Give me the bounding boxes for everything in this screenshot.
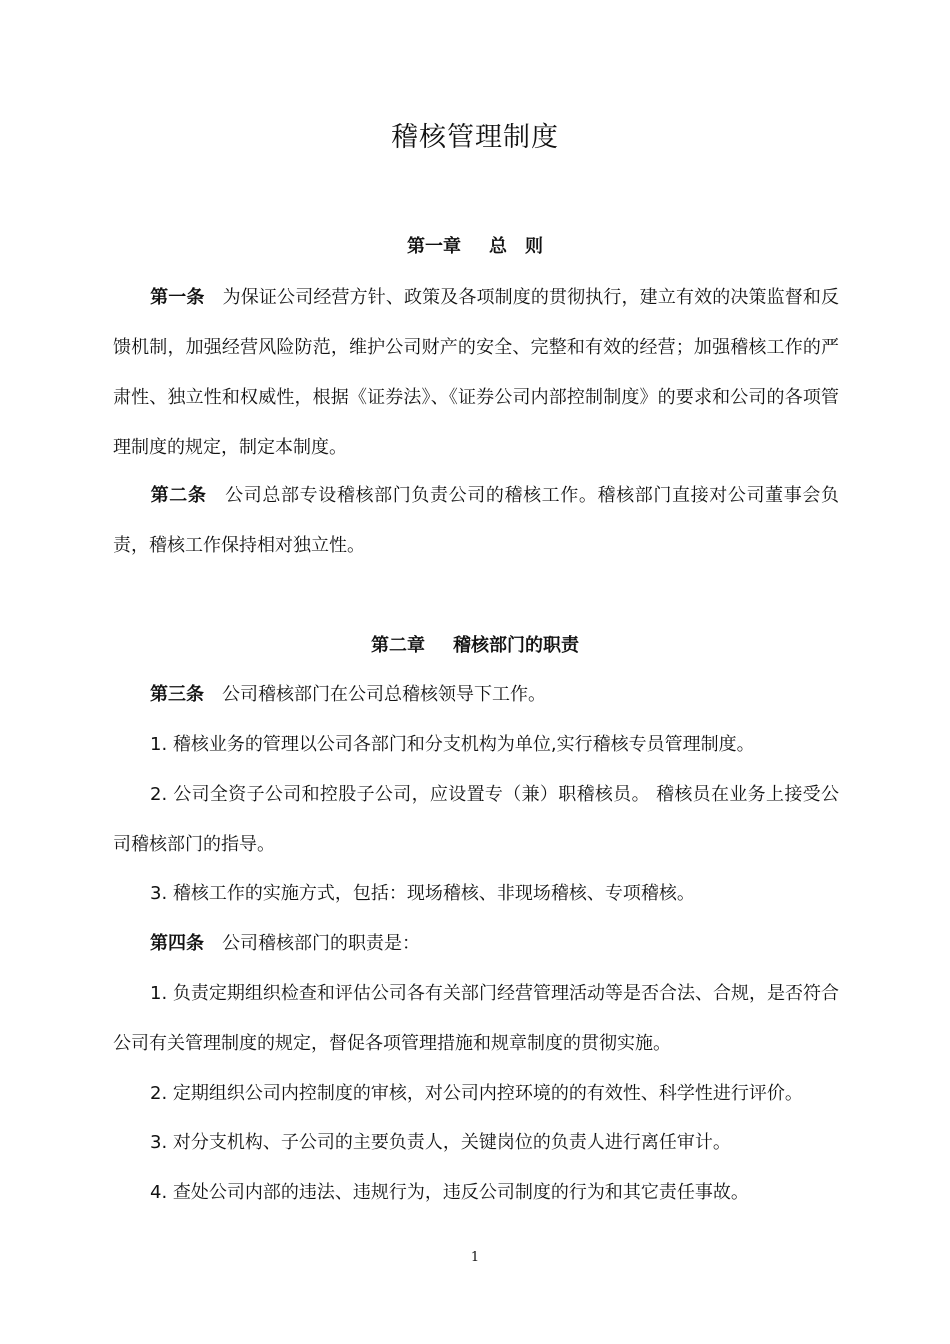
list-item-text: 4. 查处公司内部的违法、违规行为，违反公司制度的行为和其它责任事故。	[150, 1182, 749, 1203]
list-item	[113, 969, 839, 1069]
list-item-text: 3. 对分支机构、子公司的主要负责人，关键岗位的负责人进行离任审计。	[150, 1132, 731, 1153]
document-title: 稽核管理制度	[391, 122, 559, 153]
list-item-text: 1. 负责定期组织检查和评估公司各有关部门经营管理活动等是否合法、合规，是否符合公司有关管理制度的规定，督促各项管理措施和规章制度的贯彻实施。	[113, 983, 839, 1054]
article-2	[113, 471, 839, 571]
article-label: 第二条	[150, 485, 207, 506]
list-item-text: 1. 稽核业务的管理以公司各部门和分支机构为单位,实行稽核专员管理制度。	[150, 734, 755, 755]
chapter-name-part: 总	[489, 236, 507, 257]
list-item	[113, 770, 839, 870]
list-item-text: 2. 定期组织公司内控制度的审核，对公司内控环境的的有效性、科学性进行评价。	[150, 1083, 803, 1104]
list-item	[113, 1168, 839, 1218]
chapter-number: 第二章	[371, 635, 425, 656]
article-1	[113, 273, 839, 473]
article-4	[113, 919, 839, 969]
list-item	[113, 1118, 839, 1168]
list-item	[113, 869, 839, 919]
list-item-text: 3. 稽核工作的实施方式，包括：现场稽核、非现场稽核、专项稽核。	[150, 883, 695, 904]
page-number: 1	[470, 1250, 480, 1265]
chapter-heading-1	[0, 232, 950, 262]
list-item	[113, 720, 839, 770]
chapter-number: 第一章	[407, 236, 461, 257]
article-label: 第三条	[150, 684, 204, 705]
chapter-name: 稽核部门的职责	[453, 635, 579, 656]
article-text: 公司稽核部门的职责是：	[222, 933, 420, 954]
list-item	[113, 1069, 839, 1119]
article-label: 第四条	[150, 933, 204, 954]
article-text: 公司总部专设稽核部门负责公司的稽核工作。稽核部门直接对公司董事会负责，稽核工作保持相对独立性。	[113, 485, 840, 556]
article-text: 为保证公司经营方针、政策及各项制度的贯彻执行，建立有效的决策监督和反馈机制，加强经营风险防范，维护公司财产的安全、完整和有效的经营；加强稽核工作的严肃性、独立性和权威性，根据《证券法》、《证券公司内部控制制度》的要求和公司的各项管理制度的规定，制定本制度。	[113, 287, 840, 458]
article-3	[113, 670, 839, 720]
article-text: 公司稽核部门在公司总稽核领导下工作。	[222, 684, 546, 705]
article-label: 第一条	[150, 287, 205, 308]
chapter-name-part: 则	[525, 236, 543, 257]
chapter-heading-2	[0, 631, 950, 661]
list-item-text: 2. 公司全资子公司和控股子公司，应设置专（兼）职稽核员。 稽核员在业务上接受公司稽核部门的指导。	[113, 784, 839, 855]
